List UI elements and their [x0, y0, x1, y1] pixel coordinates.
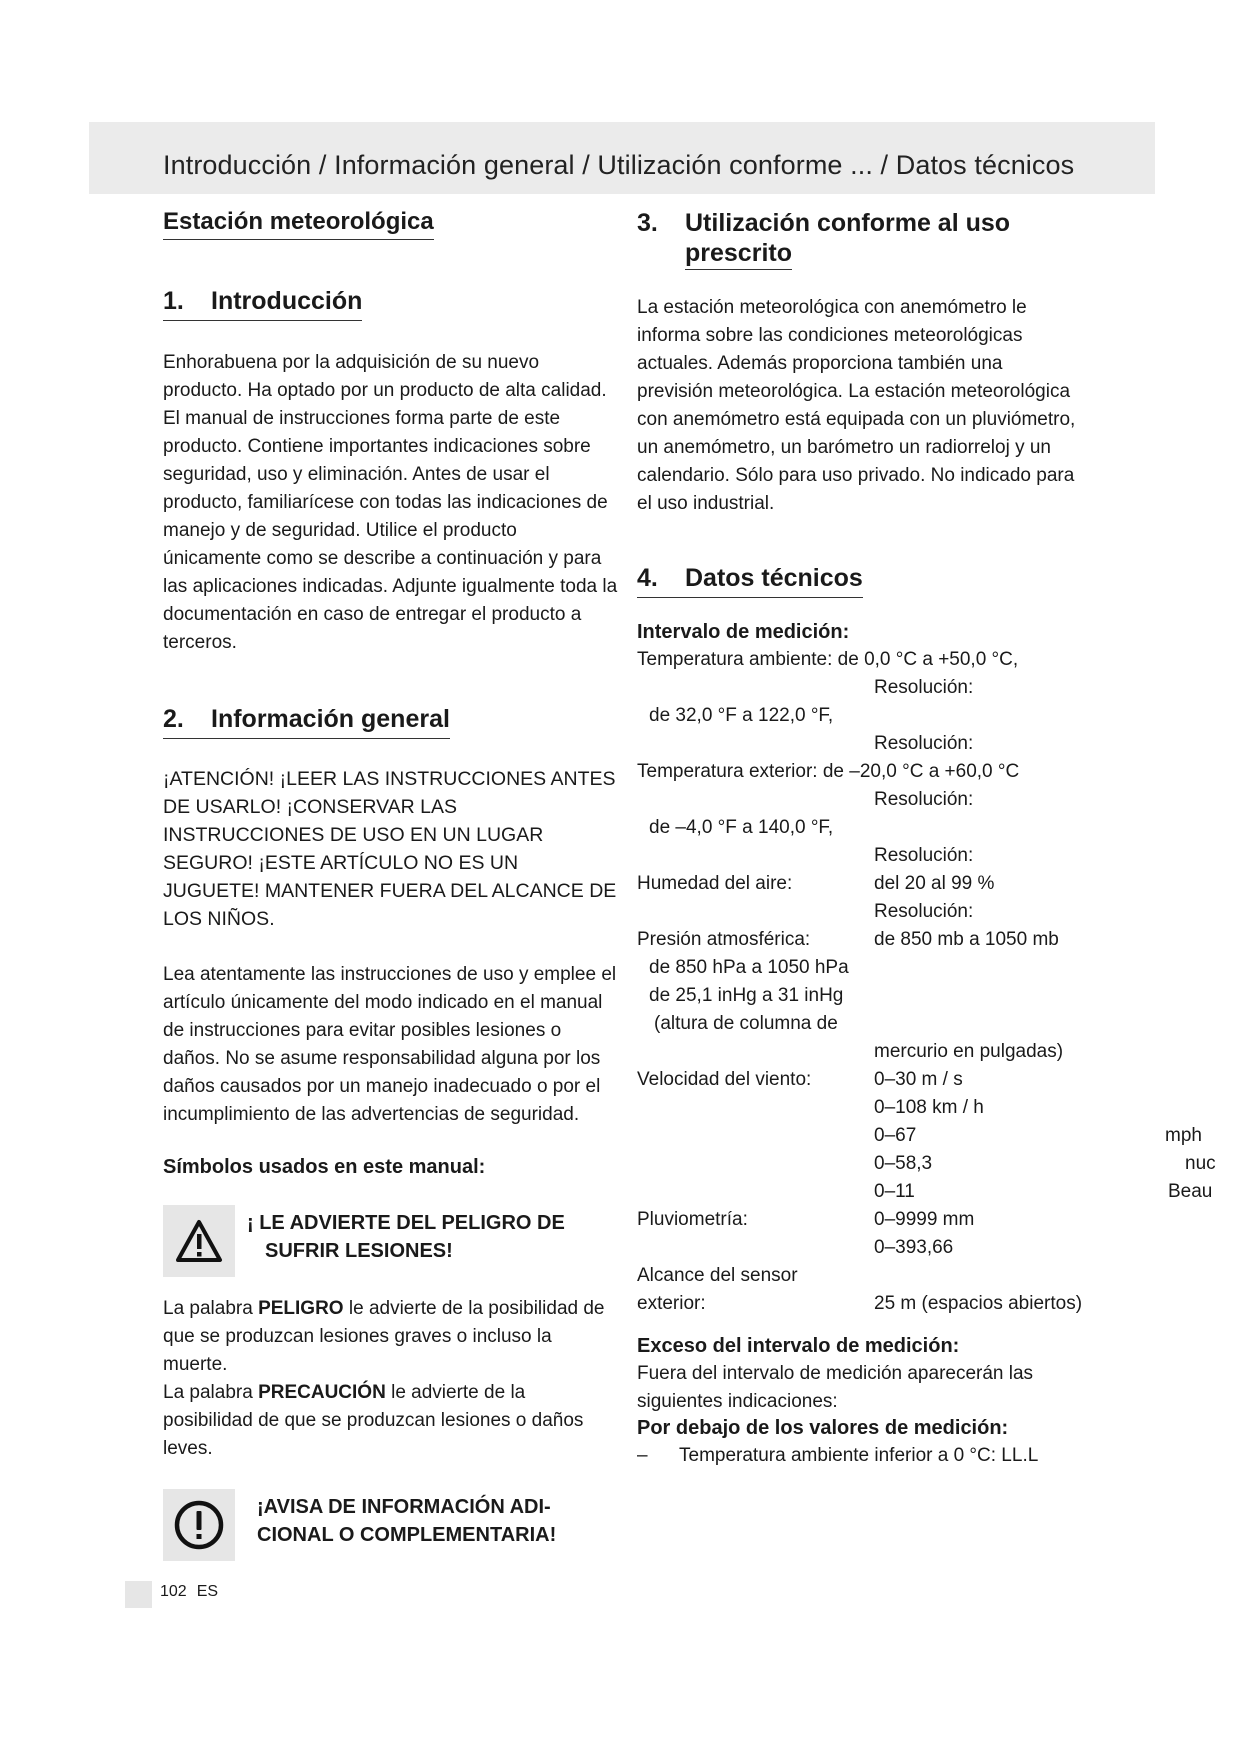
- text-fragment: le advierte de la posibilidad de que se produzcan lesiones o daños leves.: [163, 1382, 584, 1459]
- right-column: [637, 208, 1217, 1470]
- section-informacion-general: [163, 705, 619, 1561]
- tech-row: 0–11: [874, 1181, 915, 1202]
- notice-line: SUFRIR LESIONES!: [265, 1240, 453, 1262]
- text-fragment: le advierte de la posibilidad de que se produzcan lesiones graves o incluso la muerte.: [163, 1298, 605, 1375]
- footer-marker: [125, 1581, 152, 1608]
- section-title: Información general: [211, 705, 450, 733]
- usage-paragraph: Lea atentamente las instrucciones de uso y emplee el artículo únicamente del modo indicado en el manual de instrucciones para evitar posibles lesiones o daños. No se asume responsabilidad alguna por los daños causados por un manejo inadecuado o por el incumplimiento de las advertencias de seguridad.: [163, 964, 617, 1125]
- keyword-peligro: PELIGRO: [258, 1298, 344, 1319]
- tech-row: de 850 hPa a 1050 hPa: [649, 957, 849, 978]
- tech-row: Humedad del aire:: [637, 873, 793, 894]
- tech-row: de 32,0 °F a 122,0 °F,: [649, 705, 834, 726]
- section-number: 3.: [637, 209, 658, 237]
- section-heading: [163, 705, 450, 739]
- notice-line: ¡AVISA DE INFORMACIÓN ADI-: [257, 1496, 551, 1518]
- tech-row: de 850 mb a 1050 mb: [874, 929, 1059, 950]
- tech-row: Alcance del sensor: [637, 1265, 798, 1286]
- page-footer: [160, 1583, 218, 1601]
- tech-row: Resolución:: [874, 733, 974, 754]
- tech-row: 0–67: [874, 1125, 917, 1146]
- keyword-precaucion: PRECAUCIÓN: [258, 1382, 386, 1403]
- tech-row: Velocidad del viento:: [637, 1069, 812, 1090]
- notice-line: CIONAL O COMPLEMENTARIA!: [257, 1524, 557, 1546]
- document-title: Estación meteorológica: [163, 208, 434, 240]
- tech-row: 0–108 km / h: [874, 1097, 984, 1118]
- below-list-item: [637, 1442, 1217, 1470]
- danger-explanation: [163, 1295, 619, 1379]
- tech-row: Temperatura ambiente: de 0,0 °C a +50,0 °C,: [637, 649, 1019, 670]
- tech-row: nuc: [1185, 1153, 1216, 1174]
- tech-row: mph: [1165, 1125, 1202, 1146]
- section-title-line1: Utilización conforme al uso: [685, 209, 1011, 237]
- section-title-line2: prescrito: [685, 239, 792, 270]
- section-title: Datos técnicos: [685, 564, 863, 592]
- tech-row: Resolución:: [874, 677, 974, 698]
- tech-row: Resolución:: [874, 845, 974, 866]
- tech-row: Presión atmosférica:: [637, 929, 811, 950]
- section-title: Introducción: [211, 287, 363, 315]
- warning-triangle-icon: [163, 1205, 235, 1277]
- tech-row: 0–393,66: [874, 1237, 954, 1258]
- symbols-heading: Símbolos usados en este manual:: [163, 1156, 486, 1178]
- section-heading: [637, 208, 1217, 268]
- list-item-text: Temperatura ambiente inferior a 0 °C: LL.L: [679, 1445, 1039, 1466]
- tech-row: Pluviometría:: [637, 1209, 748, 1230]
- language-code: ES: [196, 1583, 219, 1600]
- section-number: 4.: [637, 564, 658, 592]
- text-fragment: La palabra: [163, 1382, 259, 1403]
- info-notice-text: [257, 1489, 556, 1549]
- section-heading: [637, 564, 863, 598]
- section-introduccion: [163, 287, 619, 657]
- tech-row: de –4,0 °F a 140,0 °F,: [649, 817, 834, 838]
- warning-paragraph: ¡ATENCIÓN! ¡LEER LAS INSTRUCCIONES ANTES DE USARLO! ¡CONSERVAR LAS INSTRUCCIONES DE USO EN UN LUGAR SEGURO! ¡ESTE ARTÍCULO NO ES UN JUGUETE! MANTENER FUERA DEL ALCANCE DE LOS NIÑOS.: [163, 768, 617, 930]
- tech-row: 0–30 m / s: [874, 1069, 963, 1090]
- section-datos-tecnicos: [637, 564, 1217, 1470]
- tech-row: 0–9999 mm: [874, 1209, 975, 1230]
- tech-row: (altura de columna de: [654, 1013, 838, 1034]
- interval-heading: Intervalo de medición:: [637, 621, 850, 643]
- left-column: [163, 208, 619, 1561]
- text-fragment: La palabra: [163, 1298, 259, 1319]
- tech-row: del 20 al 99 %: [874, 873, 995, 894]
- section-utilizacion: [637, 208, 1217, 518]
- tech-row: exterior:: [637, 1293, 706, 1314]
- exceed-heading: Exceso del intervalo de medición:: [637, 1335, 960, 1357]
- info-exclamation-icon: [163, 1489, 235, 1561]
- tech-row: 25 m (espacios abiertos): [874, 1293, 1083, 1314]
- info-notice: [163, 1489, 619, 1561]
- tech-row: de 25,1 inHg a 31 inHg: [649, 985, 844, 1006]
- tech-row: Beau: [1168, 1181, 1213, 1202]
- section-heading: [163, 287, 362, 321]
- tech-data-table: [637, 646, 1217, 1412]
- utilizacion-paragraph: La estación meteorológica con anemómetro le informa sobre las condiciones meteorológicas actuales. Además proporciona también una previsión meteorológica. La estación meteorológica con anemómetro está equipada con un pluviómetro, un anemómetro, un barómetro un radiorreloj y un calendario. Sólo para uso privado. No indicado para el uso industrial.: [637, 297, 1076, 514]
- below-heading: Por debajo de los valores de medición:: [637, 1417, 1009, 1439]
- tech-row: mercurio en pulgadas): [874, 1041, 1064, 1062]
- tech-row: 0–58,3: [874, 1153, 933, 1174]
- page-number: 102: [160, 1583, 187, 1600]
- danger-notice: [163, 1205, 619, 1277]
- danger-notice-text: [247, 1205, 565, 1265]
- tech-row: Temperatura exterior: de –20,0 °C a +60,0 °C: [637, 761, 1020, 782]
- tech-row: Resolución:: [874, 789, 974, 810]
- notice-line: ¡ LE ADVIERTE DEL PELIGRO DE: [247, 1212, 565, 1234]
- list-dash: –: [637, 1445, 648, 1466]
- section-number: 2.: [163, 705, 184, 733]
- intro-paragraph: Enhorabuena por la adquisición de su nuevo producto. Ha optado por un producto de alta calidad. El manual de instrucciones forma parte de este producto. Contiene importantes indicaciones sobre seguridad, uso y eliminación. Antes de usar el producto, familiarícese con todas las indicaciones de manejo y de seguridad. Utilice el producto únicamente como se describe a continuación y para las aplicaciones indicadas. Adjunte igualmente toda la documentación en caso de entregar el producto a terceros.: [163, 352, 618, 653]
- caution-explanation: [163, 1379, 619, 1463]
- exceed-paragraph: Fuera del intervalo de medición aparecerán las siguientes indicaciones:: [637, 1363, 1034, 1412]
- section-number: 1.: [163, 287, 184, 315]
- page-header-title: Introducción / Información general / Utilización conforme ... / Datos técnicos: [163, 150, 1075, 180]
- tech-row: Resolución:: [874, 901, 974, 922]
